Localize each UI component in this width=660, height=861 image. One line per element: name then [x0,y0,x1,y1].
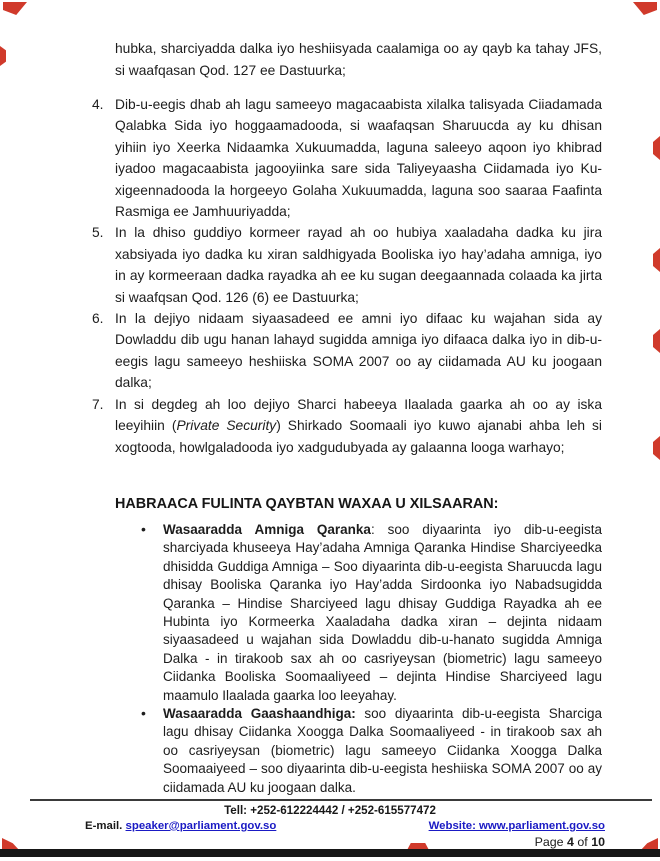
page-number-prefix: Page [534,835,564,849]
page-number [535,835,605,849]
scan-artifact-top-right [633,2,657,15]
scan-artifact-right-edge-4 [653,436,660,460]
footer-email [85,820,276,832]
numbered-item-7 [92,394,602,458]
section-heading: HABRAACA FULINTA QAYBTAN WAXAA U XILSAARAN: [115,495,499,512]
item-number: 5. [92,225,104,241]
page-number-current: 4 [567,835,574,849]
item-number: 7. [92,396,104,412]
page-number-total: 10 [591,835,605,849]
page-bottom-edge [0,849,660,857]
document-body [92,38,603,797]
footer-website-link[interactable]: Website: www.parliament.gov.so [428,820,605,832]
footer-phone: Tell: +252-612224442 / +252-615577472 [224,804,436,817]
bullet-icon: • [141,704,146,721]
footer-contact-row [85,820,605,832]
item-text: Dib-u-eegis dhab ah lagu sameeyo magacaabista xilalka talisyada Ciiadamada Qalabka Sida iyo hoggaamadooda, si waafaqsan Sharuucda ay ku dhisan yihiin iyo Xeerka Nidaamka Xukuumadda, laguna saleeyo aqoon iyo khibrad iyadoo magacaabista jagooyiinka sare sida Taliyeyaasha Ciidamada iyo Ku-xigeennadooda la horgeeyo Golaha Xukuumadda, laguna soo saaraa Faafinta Rasmiga ee Jamhuuriyadda; [115,97,602,220]
numbered-list [92,94,602,458]
bullet-item-gaashaandhiga [141,704,602,797]
item-text: In la dejiyo nidaam siyaasadeed ee amni iyo difaac ku wajahan sida ay Dowladdu dib ugu hanan lahayd sugidda amniga iyo difaaca dalka iyo in dib-u-eegis lagu sameeyo heshiiska SOMA 2007 oo ay ciidamada AU ku joogaan dalka; [115,311,602,391]
footer-email-label: E-mail. [85,820,123,832]
numbered-item-6 [92,308,602,394]
bullet-lead: Wasaaradda Amniga Qaranka [163,521,371,537]
item-number: 6. [92,311,104,327]
numbered-item-5 [92,222,602,308]
scan-artifact-right-edge-1 [653,136,660,160]
scan-artifact-left-edge [0,46,6,66]
scan-artifact-right-edge-3 [653,329,660,353]
bullet-lead: Wasaaradda Gaashaandhiga: [163,705,356,721]
bullet-item-amniga [141,520,603,705]
bullet-icon: • [141,520,146,537]
footer-divider [30,799,652,801]
bullet-text: : soo diyaarinta iyo dib-u-eegista sharciyada khuseeya Hay’adaha Amniga Qaranka Hindise Sharciyeedka dhisidda Guddiga Amniga – Soo diyaarinta dib-u-eegista Sharuucda lagu dhisay Booliska Qaranka iyo Hay’adda Sirdoonka iyo Nabadsugidda Qaranka – Hindise Sharciyeed lagu dhisay Guddiga Rayadka ah ee Hubinta iyo Kormeerka Xaaladaha dadka xiran – dejinta nidaam siyaasadeed u wajahan sida Dowladdu dib-u-hanato sugidda Amniga Dalka - in tirakoob sax ah oo casriyeysan (biometric) lagu sameeyo Ciidanka Booliska Soomaaliyeed – dejinta Hindise Sharciyeed lagu maamulo Ilaalada gaarka loo leeyahay. [163,521,603,703]
numbered-item-4 [92,94,602,222]
bullet-text: soo diyaarinta dib-u-eegista Sharciga lagu dhisay Ciidanka Xoogga Dalka Soomaaliyeed - in tirakoob sax ah oo casriyeysan (biometric) lagu sameeyo Ciidanka Xoogga Dalka Soomaaiyeed – soo diyaarinta dib-u-eegista heshiiska SOMA 2007 oo ay ciidamada AU ku joogaan dalka. [163,705,602,795]
paragraph-continuation: hubka, sharciyadda dalka iyo heshiisyada caalamiga oo ay qayb ka tahay JFS, si waafqasan Qod. 127 ee Dastuurka; [115,41,602,78]
scan-artifact-top-left [3,2,27,15]
item-text-italic: Private Security [176,418,277,434]
item-text: ) Shirkado Soomaali iyo kuwo ajanabi ahba leh si xogtooda, howlgaladooda iyo xadgudubyada ay galaanna looga warhayo; [115,418,602,455]
footer-email-link[interactable]: speaker@parliament.gov.so [125,820,277,832]
page-number-of: of [577,835,588,849]
item-number: 4. [92,97,104,112]
item-text: In la dhiso guddiyo kormeer rayad ah oo hubiya xaaladaha dadka ku jira xabsiyada iyo dadka ku xiran saldhigyada Booliska iyo hay’adaha amniga, iyo in ay kormeeraan dadka rayadka ah ee ku sugan deegaannada colaada ka jirta si waafqsan Qod. 126 (6) ee Dastuurka; [115,225,602,305]
bullet-list [115,521,602,797]
item-text: In si degdeg ah loo dejiyo Sharci habeeya Ilaalada gaarka ah oo ay iska leeyihiin ( [115,396,602,434]
scan-artifact-right-edge-2 [653,248,660,272]
